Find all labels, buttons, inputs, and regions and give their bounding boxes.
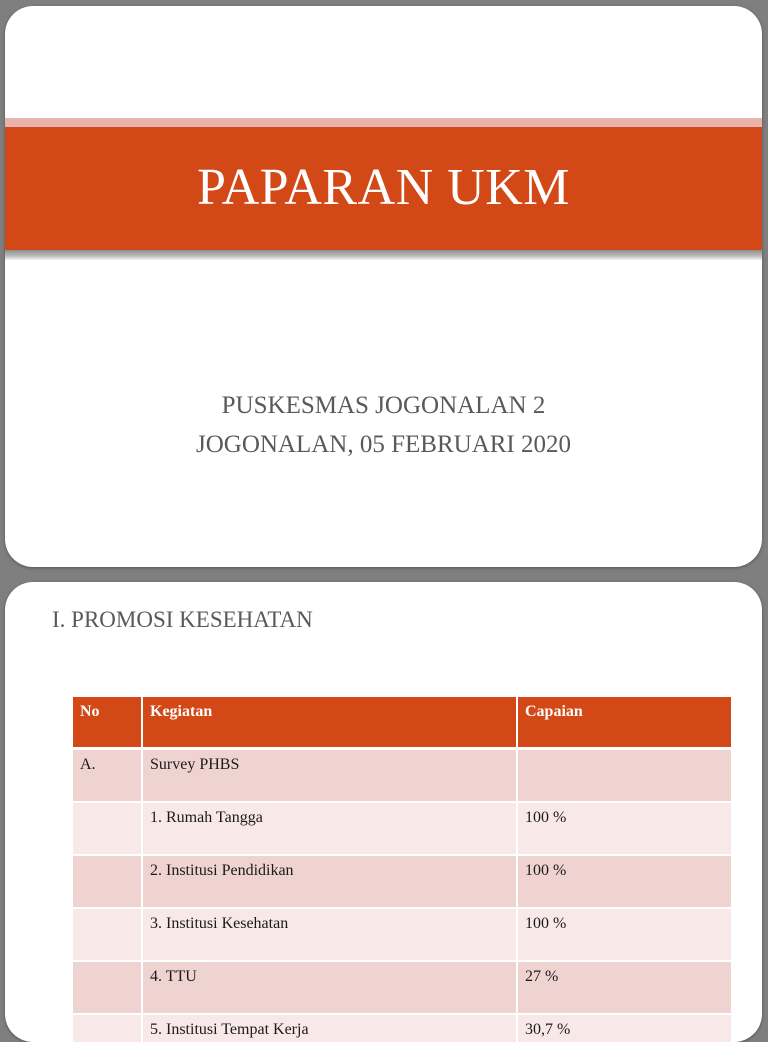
- cell-kegiatan: 4. TTU: [142, 961, 517, 1014]
- cell-capaian: 30,7 %: [517, 1014, 731, 1042]
- cell-capaian: 27 %: [517, 961, 731, 1014]
- table-row: [73, 961, 731, 1014]
- cell-kegiatan: Survey PHBS: [142, 749, 517, 803]
- cell-capaian: 100 %: [517, 802, 731, 855]
- promosi-kesehatan-slide: [5, 582, 762, 1042]
- cell-no: [73, 855, 142, 908]
- title-band-shadow: [5, 250, 762, 260]
- cell-no: A.: [73, 749, 142, 803]
- cell-capaian: 100 %: [517, 855, 731, 908]
- cell-kegiatan: 1. Rumah Tangga: [142, 802, 517, 855]
- cell-capaian: [517, 749, 731, 803]
- cell-no: [73, 802, 142, 855]
- header-kegiatan: Kegiatan: [142, 697, 517, 749]
- presentation-title: PAPARAN UKM: [196, 159, 571, 216]
- subtitle-organization: PUSKESMAS JOGONALAN 2: [221, 392, 546, 419]
- table-header-row: [73, 697, 731, 749]
- header-capaian: Capaian: [517, 697, 731, 749]
- header-no: No: [73, 697, 142, 749]
- cell-kegiatan: 2. Institusi Pendidikan: [142, 855, 517, 908]
- table-row: [73, 908, 731, 961]
- section-heading: I. PROMOSI KESEHATAN: [52, 607, 313, 632]
- cell-capaian: 100 %: [517, 908, 731, 961]
- cell-kegiatan: 5. Institusi Tempat Kerja: [142, 1014, 517, 1042]
- cell-no: [73, 908, 142, 961]
- table-row: [73, 802, 731, 855]
- subtitle-location-date: JOGONALAN, 05 FEBRUARI 2020: [195, 431, 571, 458]
- table-row: [73, 749, 731, 803]
- title-band-highlight: [5, 118, 762, 127]
- activity-table: [73, 697, 731, 1042]
- table-row: [73, 855, 731, 908]
- title-slide: [5, 6, 762, 567]
- cell-kegiatan: 3. Institusi Kesehatan: [142, 908, 517, 961]
- cell-no: [73, 961, 142, 1014]
- table-row: [73, 1014, 731, 1042]
- cell-no: [73, 1014, 142, 1042]
